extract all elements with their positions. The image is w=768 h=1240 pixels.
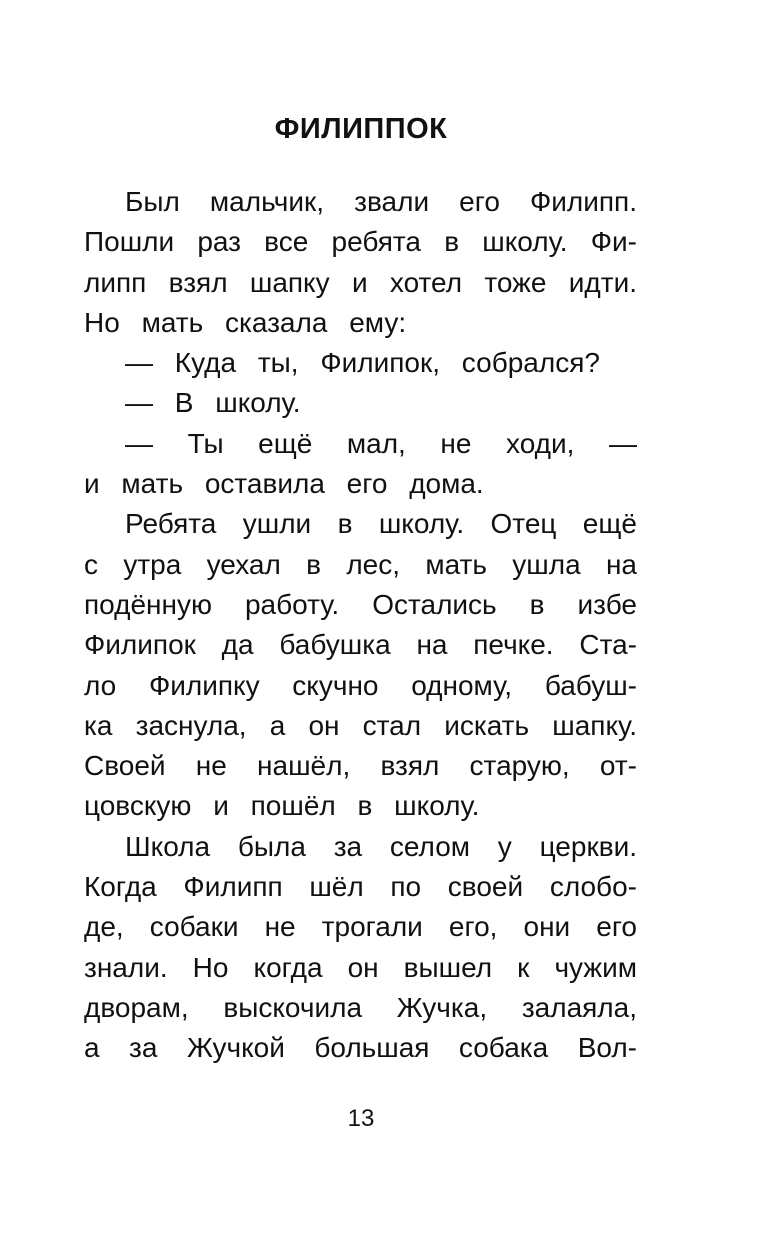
text-line: — В школу.: [125, 387, 301, 419]
text-line: липп взял шапку и хотел тоже идти.: [84, 266, 637, 298]
text-line: Ребята ушли в школу. Отец ещё: [125, 508, 637, 540]
text-line: Школа была за селом у церкви.: [125, 830, 637, 862]
text-line: знали. Но когда он вышел к чужим: [84, 951, 637, 983]
page-number: 13: [347, 1105, 375, 1132]
text-line: Своей не нашёл, взял старую, от-: [84, 750, 637, 782]
text-line: подённую работу. Остались в избе: [84, 588, 637, 620]
text-line: Пошли раз все ребята в школу. Фи-: [84, 226, 637, 258]
text-line: — Ты ещё мал, не ходи, —: [125, 427, 637, 459]
text-line: — Куда ты, Филипок, собрался?: [125, 347, 600, 379]
text-line: дворам, выскочила Жучка, залаяла,: [84, 991, 637, 1023]
text-line: с утра уехал в лес, мать ушла на: [84, 548, 637, 580]
text-line: Филипок да бабушка на печке. Ста-: [84, 629, 637, 661]
text-line: Но мать сказала ему:: [84, 306, 407, 338]
text-line: Когда Филипп шёл по своей слобо-: [84, 871, 637, 903]
text-line: ло Филипку скучно одному, бабуш-: [84, 669, 637, 701]
text-line: а за Жучкой большая собака Вол-: [84, 1032, 637, 1064]
text-line: и мать оставила его дома.: [84, 468, 484, 500]
chapter-title: ФИЛИППОК: [274, 113, 448, 145]
story-text: [84, 182, 637, 1069]
text-line: ка заснула, а он стал искать шапку.: [84, 709, 637, 741]
text-line: де, собаки не трогали его, они его: [84, 911, 637, 943]
text-line: Был мальчик, звали его Филипп.: [125, 186, 637, 217]
text-line: цовскую и пошёл в школу.: [84, 790, 480, 822]
